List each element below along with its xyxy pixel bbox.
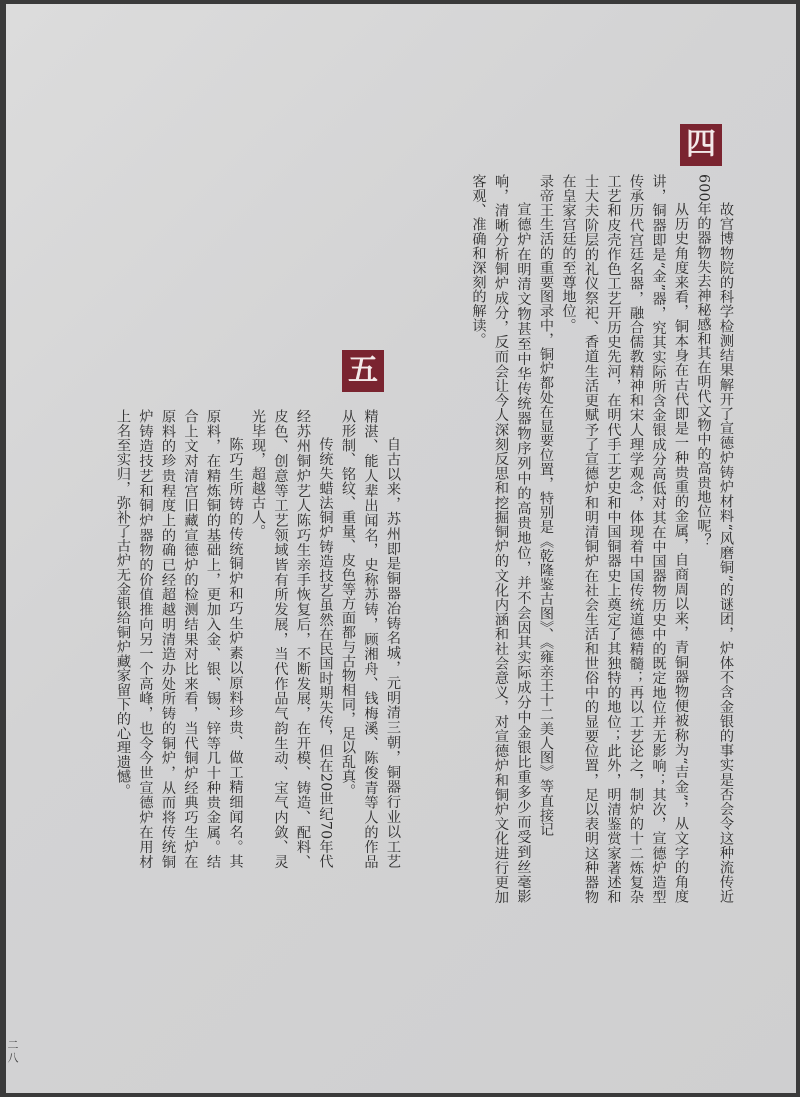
paragraph: 自古以来，苏州即是铜器冶铸名城，元明清三朝，铜器行业以工艺精湛、能人辈出闻名，史称苏铸，顾湘舟、钱梅溪、陈俊青等人的作品从形制、铭纹、重量、皮色等方面都与古物相同，足以乱真。	[340, 409, 401, 869]
section-number-badge: 五	[342, 350, 384, 392]
paragraph: 陈巧生所铸的传统铜炉和巧生炉素以原料珍贵、做工精细闻名。其原料，在精炼铜的基础上，更加入金、银、锡、锌等几十种贵金属。结合上文对清宫旧藏宣德炉的检测结果对比来看，当代铜炉经典巧生炉在原料的珍贵程度上的确已经超越明清造办处所铸的铜炉，从而将传统铜炉铸造技艺和铜炉器物的价值推向另一个高峰，也令今世宣德炉在用材上名至实归，弥补了古炉无金银给铜炉藏家留下的心理遗憾。	[115, 409, 244, 869]
paragraph: 传统失蜡法铜炉铸造技艺虽然在民国时期失传，但在20世纪70年代经苏州铜炉艺人陈巧生亲手恢复后，不断发展，在开模、铸造、配料、皮色、创意等工艺领域皆有所发展，当代作品气韵生动、宝气内敛、灵光毕现，超越古人。	[250, 409, 334, 869]
paragraph: 从历史角度来看，铜本身在古代即是一种贵重的金属，自商周以来，青铜器物便被称为“吉金”，从文字的角度讲，铜器即是“金”器，究其实际所含金银成分高低对其在中国器物历史中的既定地位并无影响；其次，宣德炉造型传承历代宫廷名器，融合儒教精神和宋人理学观念，体现着中国传统道德精髓；再以工艺论之，制炉的十二炼复杂工艺和皮壳作色工艺开历史先河，在明代手工艺史和中国铜器史上奠定了其独特的地位；此外，明清鉴赏家著述和士大夫阶层的礼仪祭祀、香道生活更赋予了宣德炉和明清铜炉在社会生活和世俗中的显要位置，足以表明这种器物在皇家宫廷的至尊地位。	[560, 174, 689, 904]
paragraph: 录帝王生活的重要图录中，铜炉都处在显要位置，特别是《乾隆鉴古图》、《雍亲王十二美人图》等直接记	[538, 174, 554, 837]
section-number-badge: 四	[680, 124, 722, 166]
paragraph: 宣德炉在明清文物甚至中华传统器物序列中的高贵地位，并不会因其实际成分中金银比重多少而受到丝毫影响，清晰分析铜炉成分，反而会让今人深刻反思和挖掘铜炉的文化内涵和社会意义，对宣德炉和铜炉文化进行更加客观、准确和深刻的解读。	[470, 174, 532, 904]
book-page	[6, 4, 796, 1093]
section-4-body	[454, 174, 737, 904]
page-number: 二八	[6, 1039, 19, 1065]
paragraph: 故宫博物院的科学检测结果解开了宣德炉铸炉材料“风磨铜”的谜团，炉体不含金银的事实是否会令这种流传近600年的器物失去神秘感和其在明代文物中的高贵地位呢？	[695, 174, 734, 904]
section-5-body	[114, 409, 404, 869]
